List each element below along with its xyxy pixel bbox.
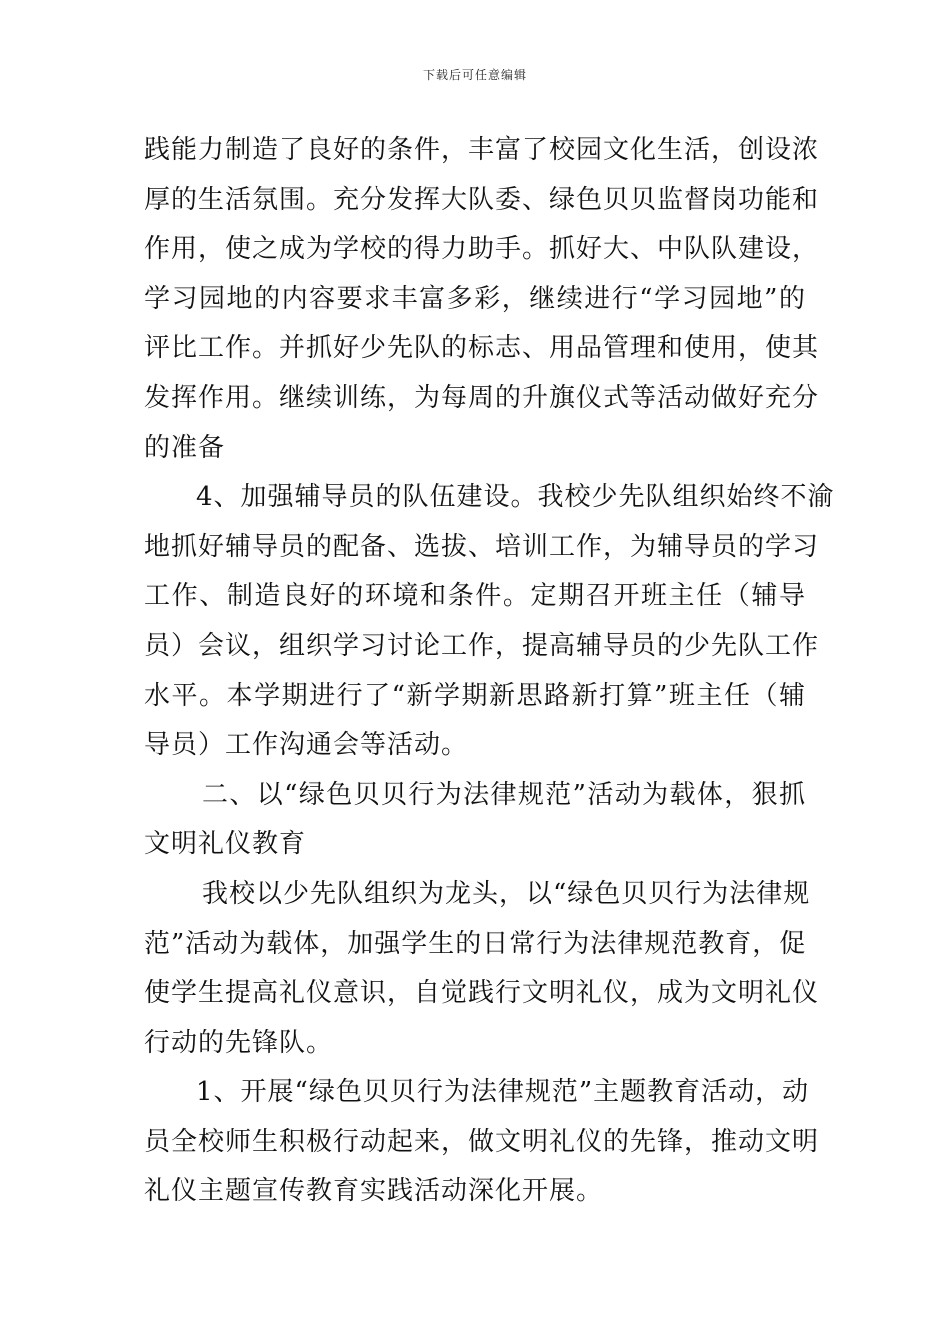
text-line: 1、开展“绿色贝贝行为法律规范”主题教育活动，动 <box>196 1077 810 1108</box>
paragraph <box>144 126 820 473</box>
text-line: 我校以少先队组织为龙头，以“绿色贝贝行为法律规 <box>202 878 811 909</box>
text-line: 使学生提高礼仪意识，自觉践行文明礼仪，成为文明礼仪 <box>144 978 820 1009</box>
text-line: 4、加强辅导员的队伍建设。我校少先队组织始终不渝 <box>196 482 835 513</box>
text-line: 学习园地的内容要求丰富多彩，继续进行“学习园地”的 <box>144 283 806 314</box>
text-line: 员）会议，组织学习讨论工作，提高辅导员的少先队工作 <box>144 630 820 661</box>
text-line: 作用，使之成为学校的得力助手。抓好大、中队队建设， <box>144 234 820 265</box>
text-line: 礼仪主题宣传教育实践活动深化开展。 <box>144 1176 604 1207</box>
section-heading <box>144 771 806 870</box>
text-line: 厚的生活氛围。充分发挥大队委、绿色贝贝监督岗功能和 <box>144 184 820 215</box>
text-line: 二、以“绿色贝贝行为法律规范”活动为载体，狠抓 <box>202 779 806 810</box>
text-line: 践能力制造了良好的条件，丰富了校园文化生活，创设浓 <box>144 135 820 165</box>
text-line: 水平。本学期进行了“新学期新思路新打算”班主任（辅 <box>144 680 806 711</box>
text-line: 文明礼仪教育 <box>144 829 307 860</box>
document-body <box>144 126 835 1217</box>
text-line: 地抓好辅导员的配备、选拔、培训工作，为辅导员的学习 <box>144 531 820 562</box>
text-line: 范”活动为载体，加强学生的日常行为法律规范教育，促 <box>144 928 807 959</box>
text-line: 的准备 <box>144 432 226 463</box>
paragraph <box>144 473 835 771</box>
text-line: 工作、制造良好的环境和条件。定期召开班主任（辅导 <box>144 581 806 612</box>
text-line: 评比工作。并抓好少先队的标志、用品管理和使用，使其 <box>144 333 820 364</box>
page-header: 下载后可任意编辑 <box>422 68 527 82</box>
paragraph <box>144 870 820 1068</box>
text-line: 行动的先锋队。 <box>144 1027 334 1058</box>
text-line: 发挥作用。继续训练，为每周的升旗仪式等活动做好充分 <box>144 382 820 413</box>
text-line: 导员）工作沟通会等活动。 <box>144 730 469 761</box>
paragraph <box>144 1068 820 1217</box>
text-line: 员全校师生积极行动起来，做文明礼仪的先锋，推动文明 <box>144 1126 820 1157</box>
